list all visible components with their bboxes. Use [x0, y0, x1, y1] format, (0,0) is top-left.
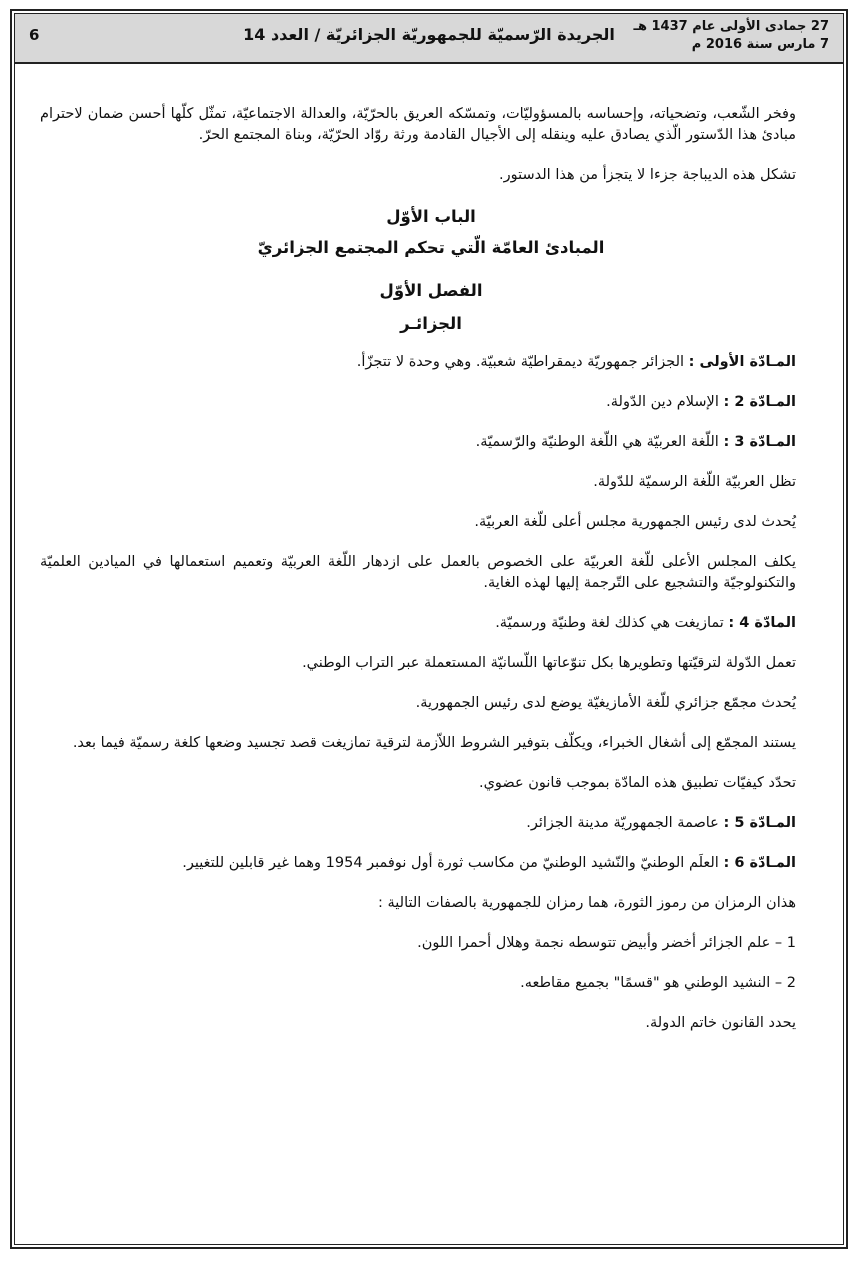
- article-3-paragraph-4: يكلف المجلس الأعلى للّغة العربيّة على الخصوص بالعمل على ازدهار اللّغة العربيّة وتعميم استعمالها في الميادين العلميّة والتكنولوجيّة والتشجيع على التّرجمة إليها لهذه الغاية.: [40, 554, 796, 591]
- article-6-item-1: 1 – علم الجزائر أخضر وأبيض تتوسطه نجمة وهلال أحمرا اللون.: [417, 935, 796, 951]
- gregorian-date: 7 مارس سنة 2016 م: [691, 37, 829, 52]
- preamble-closing: تشكل هذه الديباجة جزءا لا يتجزأ من هذا الدستور.: [499, 167, 796, 183]
- page-number: 6: [29, 26, 40, 44]
- article-4-paragraph-3: يُحدث مجمّع جزائري للّغة الأمازيغيّة يوضع لدى رئيس الجمهورية.: [415, 695, 796, 711]
- article-5-label: المـادّة 5 :: [723, 815, 796, 831]
- article-6-paragraph-2: هذان الرمزان من رموز الثورة، هما رمزان للجمهورية بالصفات التالية :: [378, 895, 796, 911]
- article-1-label: المـادّة الأولى :: [688, 354, 796, 370]
- article-3-paragraph-2: تظل العربيّة اللّغة الرسميّة للدّولة.: [593, 474, 796, 490]
- article-3-text: اللّغة العربيّة هي اللّغة الوطنيّة والرّسميّة.: [475, 434, 719, 450]
- article-1: [40, 352, 822, 373]
- article-2-text: الإسلام دين الدّولة.: [606, 394, 719, 410]
- issue-date: [634, 18, 829, 54]
- article-2: [40, 392, 822, 413]
- article-2-label: المـادّة 2 :: [723, 394, 796, 410]
- journal-title: الجريدة الرّسميّة للجمهوريّة الجزائريّة / العدد 14: [243, 25, 615, 44]
- article-1-text: الجزائر جمهوريّة ديمقراطيّة شعبيّة. وهي وحدة لا تتجزّأ.: [356, 354, 685, 370]
- article-6-label: المـادّة 6 :: [723, 855, 796, 871]
- preamble-continuation: وفخر الشّعب، وتضحياته، وإحساسه بالمسؤوليّات، وتمسّكه العريق بالحرّيّة، والعدالة الاجتماعيّة، تمثّل كلّها أحسن ضمان لاحترام مبادئ هذا الدّستور الّذي يصادق عليه وينقله إلى الأجيال القادمة ورثة روّاد الحرّيّة، وبناة المجتمع الحرّ.: [40, 106, 796, 143]
- chapter-heading: الفصل الأوّل: [379, 281, 483, 300]
- article-5-text: عاصمة الجمهوريّة مدينة الجزائر.: [526, 815, 719, 831]
- chapter-title: الجزائـر: [400, 314, 462, 333]
- part-title: المبادئ العامّة الّتي تحكم المجتمع الجزائريّ: [257, 238, 605, 257]
- article-4-text: تمازيغت هي كذلك لغة وطنيّة ورسميّة.: [495, 615, 724, 631]
- article-4-label: المادّة 4 :: [728, 615, 796, 631]
- part-heading: الباب الأوّل: [386, 207, 476, 226]
- document-body: [40, 104, 822, 1034]
- article-4-paragraph-5: تحدّد كيفيّات تطبيق هذه المادّة بموجب قانون عضوي.: [478, 775, 796, 791]
- article-4-paragraph-2: تعمل الدّولة لترقيّتها وتطويرها بكل تنوّعاتها اللّسانيّة المستعملة عبر التراب الوطني.: [302, 655, 796, 671]
- article-4: [40, 613, 822, 634]
- article-4-paragraph-4: يستند المجمّع إلى أشغال الخبراء، ويكلّف بتوفير الشروط اللاّزمة لترقية تمازيغت قصد تجسيد وضعها كلغة رسميّة فيما بعد.: [72, 735, 796, 751]
- article-3-label: المـادّة 3 :: [723, 434, 796, 450]
- hijri-date: 27 جمادى الأولى عام 1437 هـ: [633, 19, 829, 34]
- article-6: [40, 853, 822, 874]
- article-6-item-2: 2 – النشيد الوطني هو "قسمًا" بجميع مقاطعه.: [520, 975, 796, 991]
- page-header: [15, 14, 843, 64]
- article-6-text: العلَم الوطنيّ والنّشيد الوطنيّ من مكاسب ثورة أول نوفمبر 1954 وهما غير قابلين للتغيير.: [182, 855, 719, 871]
- article-3: [40, 432, 822, 453]
- article-6-paragraph-3: يحدد القانون خاتم الدولة.: [645, 1015, 796, 1031]
- article-3-paragraph-3: يُحدث لدى رئيس الجمهورية مجلس أعلى للّغة العربيّة.: [474, 514, 796, 530]
- article-5: [40, 813, 822, 834]
